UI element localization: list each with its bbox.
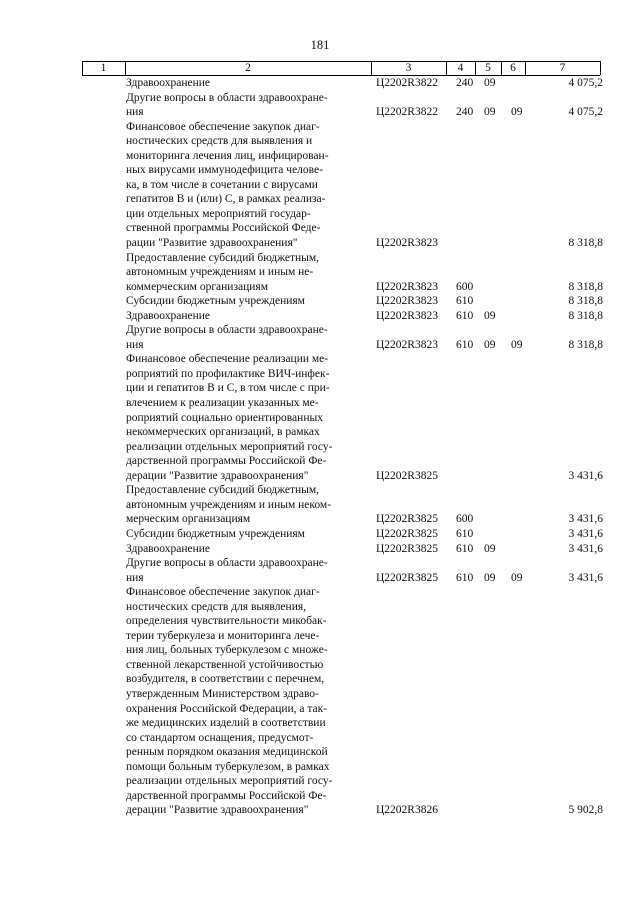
row-number-cell [82,91,126,120]
row-name-line: ния [126,338,144,351]
column-header-3: 3 [405,62,412,74]
row-name-line: Предоставление субсидий бюджетным, [126,251,320,264]
row-name-cell [126,352,376,483]
expense-type-cell: 240 [456,106,474,119]
target-code-cell: Ц2202R3825 [376,469,438,482]
section-cell [484,120,511,251]
section-cell [484,483,511,527]
row-name-cell [126,91,376,120]
row-name-line: коммерческим организациям [126,280,268,293]
row-number-cell [82,251,126,295]
row-number-cell [82,352,126,483]
amount-cell: 4 075,2 [568,106,603,119]
expense-type-cell: 610 [456,542,474,555]
section-cell [484,251,511,295]
column-header-2: 2 [245,62,251,74]
row-name-line: ностических средств для выявления, [126,600,307,613]
expense-type-cell: 240 [456,77,474,89]
row-name-line: ных вирусами иммунодефицита челове- [126,164,323,177]
row-name-line: Субсидии бюджетным учреждениям [126,295,305,308]
row-name-line: ции и гепатитов B и C, в том числе с при- [126,382,330,395]
table-row [82,527,603,542]
subsection-cell [511,483,533,527]
row-name-line: Здравоохранение [126,542,211,555]
target-code-cell: Ц2202R3826 [376,804,438,817]
row-name-cell [126,323,376,352]
subsection-cell: 09 [511,106,523,119]
target-code-cell: Ц2202R3822 [376,106,438,119]
section-cell: 09 [484,77,496,89]
expense-type-cell [456,585,484,818]
header-divider [600,61,601,75]
section-cell: 09 [484,106,496,119]
row-name-cell [126,556,376,585]
amount-cell: 3 431,6 [568,571,603,584]
amount-cell: 8 318,8 [568,280,603,293]
row-name-line: автономным учреждениям и иным не- [126,266,314,279]
row-name-cell [126,542,376,557]
table-row [82,309,603,324]
table-row [82,585,603,818]
row-name-cell [126,483,376,527]
target-code-cell: Ц2202R3825 [376,527,438,540]
expense-type-cell [456,120,484,251]
row-name-line: Предоставление субсидий бюджетным, [126,484,320,497]
row-name-line: Другие вопросы в области здравоохране- [126,557,328,570]
row-name-line: утвержденным Министерством здраво- [126,687,319,700]
subsection-cell: 09 [511,338,523,351]
column-header-4: 4 [457,62,464,74]
row-name-cell [126,309,376,324]
row-name-line: Финансовое обеспечение закупок диаг- [126,120,320,133]
row-number-cell [82,76,126,91]
subsection-cell [511,120,533,251]
row-name-line: роприятий социально ориентированных [126,411,323,424]
row-name-cell [126,120,376,251]
row-name-line: охранения Российской Федерации, а так- [126,702,328,715]
amount-cell: 3 431,6 [568,542,603,555]
subsection-cell [511,76,533,91]
row-name-line: Здравоохранение [126,309,211,322]
amount-cell: 3 431,6 [568,469,603,482]
row-name-line: возбудителя, в соответствии с перечнем, [126,673,325,686]
budget-table [82,76,603,818]
column-header-6: 6 [510,62,516,74]
subsection-cell [511,294,533,309]
row-name-line: автономным учреждениям и иным неком- [126,498,332,511]
subsection-cell [511,542,533,557]
row-name-line: мониторинга лечения лиц, инфицирован- [126,149,329,162]
amount-cell: 4 075,2 [568,77,603,89]
target-code-cell: Ц2202R3823 [376,338,438,351]
row-name-line: со стандартом оснащения, предусмот- [126,731,314,744]
table-row [82,483,603,527]
row-name-cell [126,76,376,91]
target-code-cell: Ц2202R3822 [376,77,438,89]
row-name-line: некоммерческих организаций, в рамках [126,426,320,439]
target-code-cell: Ц2202R3823 [376,237,438,250]
row-name-line: ственной лекарственной устойчивостью [126,658,324,671]
expense-type-cell: 610 [456,309,474,322]
column-header-7: 7 [559,62,566,74]
row-name-line: дарственной программы Российской Фе- [126,455,327,468]
row-name-line: роприятий по профилактике ВИЧ-инфек- [126,367,330,380]
row-name-line: гепатитов B и (или) C, в рамках реализа- [126,193,326,206]
column-header-1: 1 [100,62,107,74]
row-name-cell [126,251,376,295]
page-number: 181 [310,38,330,52]
row-name-line: дерации "Развитие здравоохранения" [126,804,309,817]
row-name-line: Другие вопросы в области здравоохране- [126,91,328,104]
row-name-line: ния [126,106,144,119]
target-code-cell: Ц2202R3823 [376,280,438,293]
amount-cell: 8 318,8 [568,309,603,322]
expense-type-cell: 600 [456,280,474,293]
target-code-cell: Ц2202R3823 [376,309,438,322]
section-cell: 09 [484,571,496,584]
target-code-cell: Ц2202R3823 [376,295,438,308]
row-name-line: терии туберкулеза и мониторинга лече- [126,629,320,642]
row-name-line: ственной программы Российской Феде- [126,222,321,235]
amount-cell: 3 431,6 [568,527,603,540]
row-number-cell [82,527,126,542]
row-name-line: реализации отдельных мероприятий госу- [126,440,333,453]
section-cell: 09 [484,309,496,322]
row-name-line: дерации "Развитие здравоохранения" [126,469,309,482]
target-code-cell: Ц2202R3825 [376,542,438,555]
row-name-line: Другие вопросы в области здравоохране- [126,324,328,337]
amount-cell: 8 318,8 [568,338,603,351]
subsection-cell [511,585,533,818]
section-cell: 09 [484,542,496,555]
row-name-line: ния [126,571,144,584]
row-number-cell [82,294,126,309]
row-name-line: ренным порядком оказания медицинской [126,746,328,759]
row-name-line: Финансовое обеспечение реализации ме- [126,353,329,366]
row-name-line: реализации отдельных мероприятий госу- [126,775,333,788]
target-code-cell: Ц2202R3825 [376,571,438,584]
expense-type-cell: 610 [456,338,474,351]
table-row [82,542,603,557]
row-number-cell [82,483,126,527]
amount-cell: 5 902,8 [568,804,603,817]
expense-type-cell: 610 [456,527,474,540]
row-number-cell [82,323,126,352]
row-name-line: Здравоохранение [126,77,211,89]
section-cell [484,585,511,818]
row-number-cell [82,120,126,251]
row-name-line: Финансовое обеспечение закупок диаг- [126,586,320,599]
section-cell: 09 [484,338,496,351]
row-name-line: ностических средств для выявления и [126,135,313,148]
section-cell [484,527,511,542]
row-name-line: рации "Развитие здравоохранения" [126,237,298,250]
amount-cell: 3 431,6 [568,513,603,526]
row-name-line: ции отдельных мероприятий государ- [126,207,311,220]
target-code-cell: Ц2202R3825 [376,513,438,526]
table-row [82,251,603,295]
expense-type-cell: 610 [456,571,474,584]
column-header-5: 5 [485,62,491,74]
table-row [82,556,603,585]
row-name-line: мерческим организациям [126,513,251,526]
section-cell [484,352,511,483]
table-row [82,352,603,483]
amount-cell: 8 318,8 [568,237,603,250]
row-name-line: влечением к реализации указанных ме- [126,397,319,410]
table-row [82,294,603,309]
subsection-cell: 09 [511,571,523,584]
expense-type-cell: 610 [456,295,474,308]
row-name-line: же медицинских изделий в соответствии [126,717,326,730]
row-name-cell [126,294,376,309]
expense-type-cell [456,352,484,483]
table-body [82,76,603,818]
section-cell [484,294,511,309]
row-name-line: определения чувствительности микобак- [126,615,327,628]
row-name-line: ка, в том числе в сочетании с вирусами [126,178,318,191]
row-name-cell [126,585,376,818]
table-row [82,323,603,352]
row-name-line: ния лиц, больных туберкулезом с множе- [126,644,328,657]
row-name-line: помощи больным туберкулезом, в рамках [126,760,330,773]
row-number-cell [82,556,126,585]
row-name-line: дарственной программы Российской Фе- [126,789,327,802]
row-number-cell [82,585,126,818]
table-row [82,120,603,251]
row-number-cell [82,542,126,557]
subsection-cell [511,309,533,324]
row-number-cell [82,309,126,324]
expense-type-cell: 600 [456,513,474,526]
amount-cell: 8 318,8 [568,295,603,308]
row-name-line: Субсидии бюджетным учреждениям [126,527,305,540]
subsection-cell [511,352,533,483]
subsection-cell [511,527,533,542]
subsection-cell [511,251,533,295]
table-row [82,91,603,120]
table-row [82,76,603,91]
row-name-cell [126,527,376,542]
